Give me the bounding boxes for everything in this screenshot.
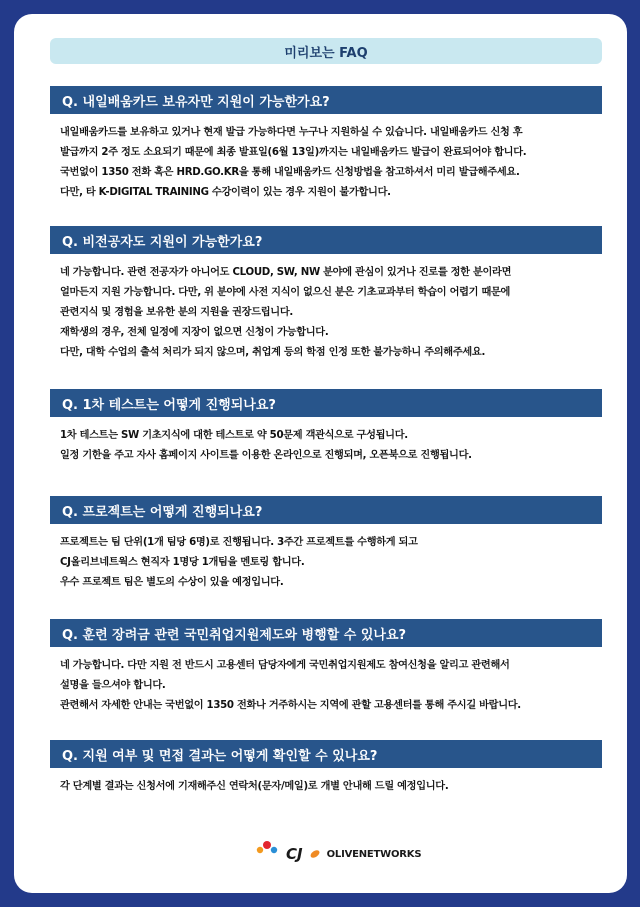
faq-item bbox=[50, 389, 602, 466]
answer-line: 관련지식 및 경험을 보유한 분의 지원을 권장드립니다. bbox=[60, 307, 293, 318]
answer-line: 1차 테스트는 SW 기초지식에 대한 테스트로 약 50문제 객관식으로 구성됩니다. bbox=[60, 430, 408, 441]
faq-item bbox=[50, 86, 602, 203]
answer-line: 국번없이 1350 전화 혹은 HRD.GO.KR을 통해 내일배움카드 신청방법을 참고하셔서 미리 발급해주세요. bbox=[60, 167, 520, 178]
faq-answer bbox=[50, 768, 602, 797]
faq-item bbox=[50, 496, 602, 593]
answer-line: 다만, 타 K-DIGITAL TRAINING 수강이력이 있는 경우 지원이 불가합니다. bbox=[60, 187, 391, 198]
answer-line: 관련해서 자세한 안내는 국번없이 1350 전화나 거주하시는 지역에 관할 고용센터를 통해 주시길 바랍니다. bbox=[60, 700, 521, 711]
faq-item bbox=[50, 740, 602, 797]
answer-line: 각 단계별 결과는 신청서에 기재해주신 연락처(문자/메일)로 개별 안내해 드릴 예정입니다. bbox=[60, 781, 449, 792]
logo-text: OLIVENETWORKS bbox=[326, 848, 422, 860]
answer-line: 우수 프로젝트 팀은 별도의 수상이 있을 예정입니다. bbox=[60, 577, 284, 588]
answer-line: 얼마든지 지원 가능합니다. 다만, 위 분야에 사전 지식이 없으신 분은 기초교과부터 학습이 어렵기 때문에 bbox=[60, 287, 511, 298]
faq-item bbox=[50, 619, 602, 716]
answer-line: 내일배움카드를 보유하고 있거나 현재 발급 가능하다면 누구나 지원하실 수 있습니다. 내일배움카드 신청 후 bbox=[60, 127, 523, 138]
olive-leaf-icon bbox=[309, 848, 321, 860]
faq-answer bbox=[50, 114, 602, 203]
answer-line: 발급까지 2주 정도 소요되기 때문에 최종 발표일(6월 13일)까지는 내일배움카드 발급이 완료되어야 합니다. bbox=[60, 147, 527, 158]
cj-olivenetworks-logo bbox=[254, 839, 421, 869]
answer-line: 설명을 들으셔야 합니다. bbox=[60, 680, 166, 691]
faq-question: Q. 1차 테스트는 어떻게 진행되나요? bbox=[50, 389, 602, 417]
answer-line: 프로젝트는 팀 단위(1개 팀당 6명)로 진행됩니다. 3주간 프로젝트를 수행하게 되고 bbox=[60, 537, 418, 548]
cj-logo-icon bbox=[254, 840, 280, 868]
faq-question: Q. 훈련 장려금 관련 국민취업지원제도와 병행할 수 있나요? bbox=[50, 619, 602, 647]
answer-line: 네 가능합니다. 다만 지원 전 반드시 고용센터 담당자에게 국민취업지원제도 참여신청을 알리고 관련해서 bbox=[60, 660, 510, 671]
logo-cj: CJ bbox=[286, 845, 303, 863]
faq-answer bbox=[50, 524, 602, 593]
answer-line: 일정 기한을 주고 자사 홈페이지 사이트를 이용한 온라인으로 진행되며, 오픈북으로 진행됩니다. bbox=[60, 450, 472, 461]
faq-answer bbox=[50, 647, 602, 716]
page-title: 미리보는 FAQ bbox=[50, 38, 602, 64]
answer-line: 네 가능합니다. 관련 전공자가 아니어도 CLOUD, SW, NW 분야에 관심이 있거나 진로를 정한 분이라면 bbox=[60, 267, 512, 278]
faq-card bbox=[14, 14, 627, 893]
faq-question: Q. 프로젝트는 어떻게 진행되나요? bbox=[50, 496, 602, 524]
faq-answer bbox=[50, 254, 602, 363]
answer-line: CJ올리브네트웍스 현직자 1명당 1개팀을 멘토링 합니다. bbox=[60, 557, 305, 568]
faq-answer bbox=[50, 417, 602, 466]
faq-question: Q. 내일배움카드 보유자만 지원이 가능한가요? bbox=[50, 86, 602, 114]
faq-question: Q. 비전공자도 지원이 가능한가요? bbox=[50, 226, 602, 254]
faq-question: Q. 지원 여부 및 면접 결과는 어떻게 확인할 수 있나요? bbox=[50, 740, 602, 768]
answer-line: 재학생의 경우, 전체 일정에 지장이 없으면 신청이 가능합니다. bbox=[60, 327, 329, 338]
answer-line: 다만, 대학 수업의 출석 처리가 되지 않으며, 취업계 등의 학점 인정 또한 불가능하니 주의해주세요. bbox=[60, 347, 486, 358]
faq-item bbox=[50, 226, 602, 363]
